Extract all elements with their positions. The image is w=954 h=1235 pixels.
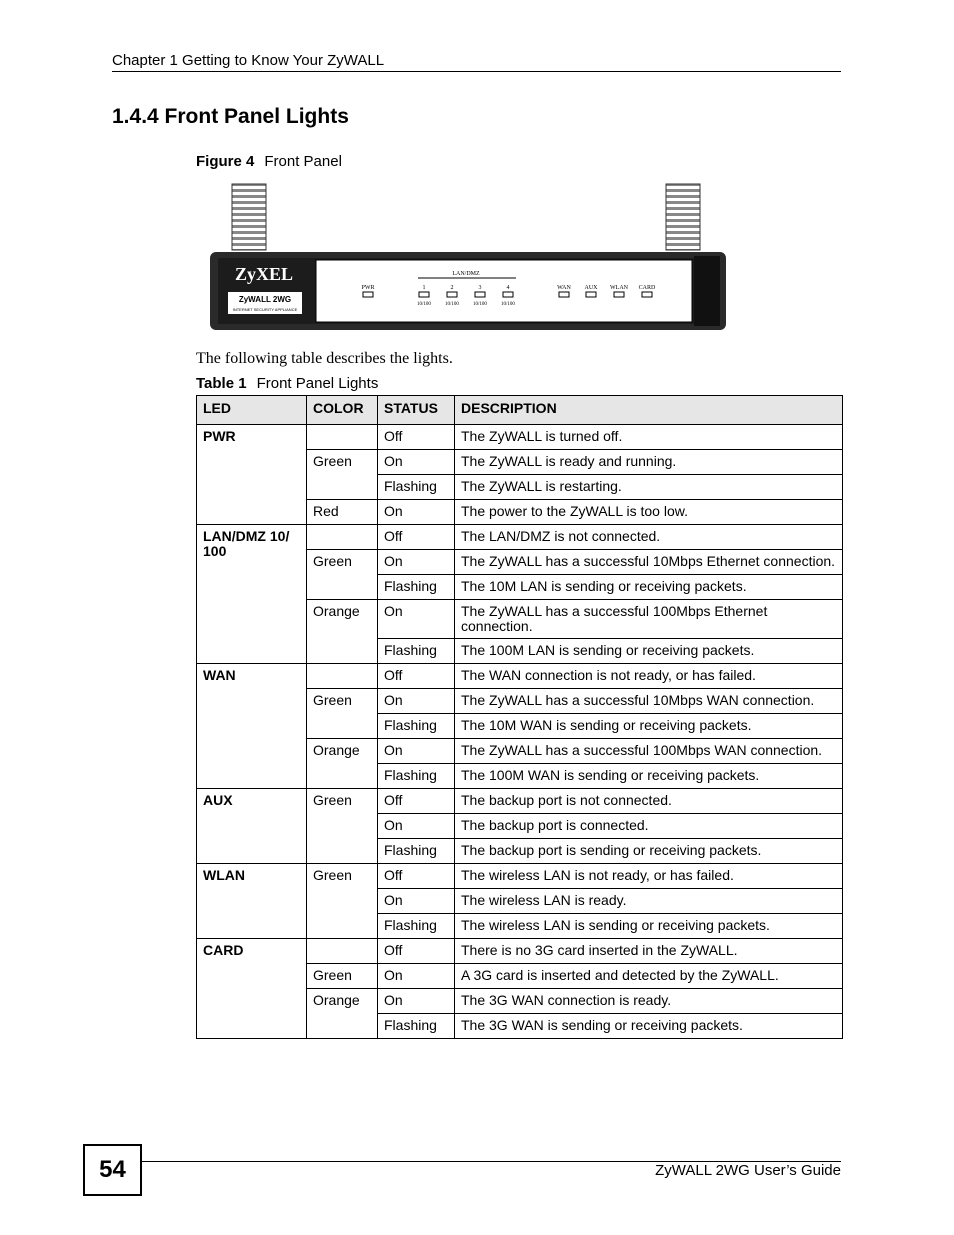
status-cell: Flashing (378, 914, 455, 939)
description-cell: The 3G WAN is sending or receiving packets. (455, 1014, 843, 1039)
description-cell: The backup port is sending or receiving packets. (455, 839, 843, 864)
description-cell: The ZyWALL is turned off. (455, 425, 843, 450)
status-cell: Off (378, 525, 455, 550)
description-cell: The ZyWALL is ready and running. (455, 450, 843, 475)
status-cell: On (378, 964, 455, 989)
led-cell-aux: AUX (197, 789, 307, 864)
header-rule (112, 71, 841, 72)
status-cell: On (378, 989, 455, 1014)
guide-title: ZyWALL 2WG User’s Guide (655, 1162, 841, 1179)
table-row (197, 664, 843, 689)
status-cell: On (378, 600, 455, 639)
description-cell: The 10M LAN is sending or receiving packets. (455, 575, 843, 600)
description-cell: The wireless LAN is not ready, or has failed. (455, 864, 843, 889)
color-cell: Green (307, 550, 378, 600)
table-caption-text: Front Panel Lights (256, 375, 379, 392)
color-cell (307, 425, 378, 450)
table-caption (196, 375, 378, 392)
table-row (197, 425, 843, 450)
status-cell: Flashing (378, 475, 455, 500)
status-cell: Off (378, 425, 455, 450)
status-cell: Flashing (378, 839, 455, 864)
figure-caption (196, 153, 342, 170)
lan-group-label: LAN/DMZ (452, 271, 480, 277)
color-cell: Green (307, 689, 378, 739)
status-cell: On (378, 814, 455, 839)
description-cell: The WAN connection is not ready, or has failed. (455, 664, 843, 689)
status-cell: Off (378, 789, 455, 814)
brand-logo: ZyXEL (234, 264, 294, 284)
front-panel-lights-table (196, 395, 843, 1039)
led-cell-pwr: PWR (197, 425, 307, 525)
figure-caption-text: Front Panel (264, 153, 342, 170)
description-cell: The ZyWALL has a successful 100Mbps WAN connection. (455, 739, 843, 764)
status-cell: Off (378, 664, 455, 689)
description-cell: The 100M WAN is sending or receiving packets. (455, 764, 843, 789)
status-cell: Off (378, 864, 455, 889)
led-label-wan: WAN (557, 285, 571, 291)
description-cell: A 3G card is inserted and detected by the ZyWALL. (455, 964, 843, 989)
led-cell-card: CARD (197, 939, 307, 1039)
description-cell: The backup port is connected. (455, 814, 843, 839)
header-status: STATUS (378, 396, 455, 425)
led-label-lan-4: 4 (506, 285, 510, 291)
led-label-lan-2: 2 (450, 285, 454, 291)
led-cell-wlan: WLAN (197, 864, 307, 939)
description-cell: The ZyWALL has a successful 100Mbps Ethernet connection. (455, 600, 843, 639)
description-cell: The 3G WAN connection is ready. (455, 989, 843, 1014)
status-cell: On (378, 889, 455, 914)
status-cell: On (378, 450, 455, 475)
status-cell: On (378, 689, 455, 714)
lan-speed-4: 10/100 (501, 302, 515, 307)
description-cell: The 100M LAN is sending or receiving packets. (455, 639, 843, 664)
description-cell: The wireless LAN is sending or receiving packets. (455, 914, 843, 939)
table-label: Table 1 (196, 375, 247, 392)
header-led: LED (197, 396, 307, 425)
status-cell: Flashing (378, 764, 455, 789)
color-cell: Red (307, 500, 378, 525)
model-tagline: INTERNET SECURITY APPLIANCE (232, 307, 298, 312)
led-cell-wan: WAN (197, 664, 307, 789)
front-panel-figure (204, 180, 730, 335)
description-cell: There is no 3G card inserted in the ZyWALL. (455, 939, 843, 964)
figure-label: Figure 4 (196, 153, 255, 170)
color-cell: Orange (307, 739, 378, 789)
header-description: DESCRIPTION (455, 396, 843, 425)
table-row (197, 789, 843, 814)
header-color: COLOR (307, 396, 378, 425)
description-cell: The ZyWALL is restarting. (455, 475, 843, 500)
status-cell: Flashing (378, 1014, 455, 1039)
led-label-wlan: WLAN (610, 285, 628, 291)
led-label-lan-3: 3 (478, 285, 482, 291)
status-cell: On (378, 550, 455, 575)
status-cell: Flashing (378, 714, 455, 739)
lan-speed-3: 10/100 (473, 302, 487, 307)
left-antenna (232, 184, 266, 250)
description-cell: The backup port is not connected. (455, 789, 843, 814)
status-cell: Flashing (378, 639, 455, 664)
color-cell (307, 664, 378, 689)
color-cell: Green (307, 864, 378, 939)
status-cell: On (378, 500, 455, 525)
right-grip (694, 256, 720, 326)
led-label-pwr: PWR (361, 285, 375, 291)
color-cell: Orange (307, 600, 378, 664)
section-title: 1.4.4 Front Panel Lights (112, 105, 349, 128)
color-cell (307, 939, 378, 964)
description-cell: The LAN/DMZ is not connected. (455, 525, 843, 550)
description-cell: The 10M WAN is sending or receiving packets. (455, 714, 843, 739)
description-cell: The ZyWALL has a successful 10Mbps WAN connection. (455, 689, 843, 714)
color-cell: Green (307, 789, 378, 864)
led-label-aux: AUX (584, 285, 598, 291)
model-name: ZyWALL 2WG (238, 295, 292, 304)
page-number: 54 (83, 1144, 142, 1196)
color-cell: Orange (307, 989, 378, 1039)
lan-speed-1: 10/100 (417, 302, 431, 307)
table-row (197, 939, 843, 964)
description-cell: The power to the ZyWALL is too low. (455, 500, 843, 525)
table-row (197, 864, 843, 889)
description-cell: The wireless LAN is ready. (455, 889, 843, 914)
right-antenna (666, 184, 700, 250)
color-cell (307, 525, 378, 550)
status-cell: Off (378, 939, 455, 964)
intro-paragraph: The following table describes the lights. (196, 350, 453, 367)
led-label-card: CARD (638, 285, 656, 291)
color-cell: Green (307, 964, 378, 989)
led-label-lan-1: 1 (422, 285, 426, 291)
color-cell: Green (307, 450, 378, 500)
led-cell-lan-dmz: LAN/DMZ 10/ 100 (197, 525, 307, 664)
status-cell: On (378, 739, 455, 764)
lan-speed-2: 10/100 (445, 302, 459, 307)
description-cell: The ZyWALL has a successful 10Mbps Ethernet connection. (455, 550, 843, 575)
status-cell: Flashing (378, 575, 455, 600)
table-header-row (197, 396, 843, 425)
chapter-header: Chapter 1 Getting to Know Your ZyWALL (112, 52, 385, 69)
table-row (197, 525, 843, 550)
